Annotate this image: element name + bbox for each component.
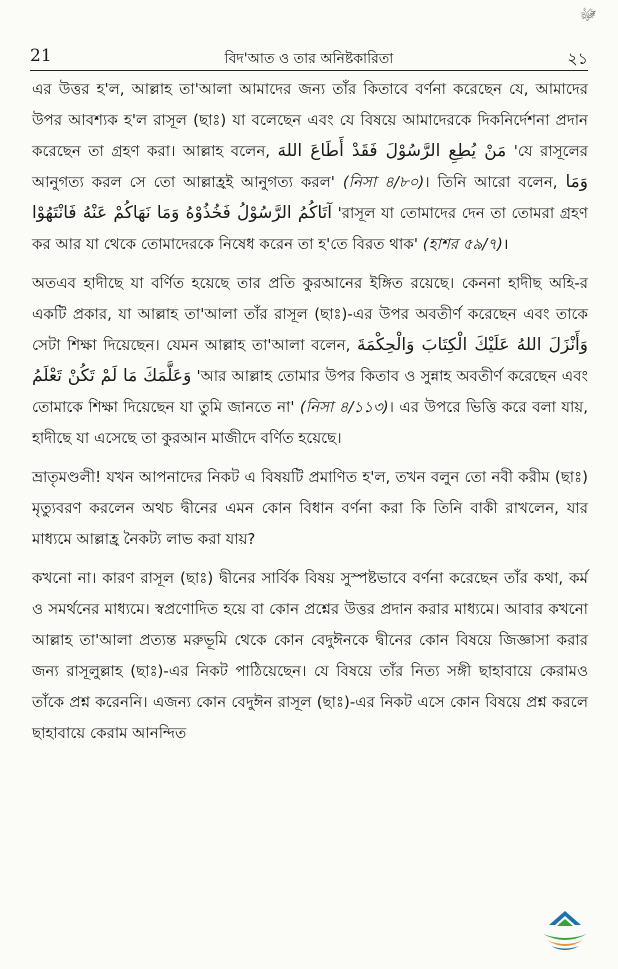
citation-nisa-113: (নিসা ৪/১১৩) (299, 398, 389, 416)
text-segment: । (502, 235, 509, 253)
arabic-quote-take-what-given: وَمَا آتَاكُمُ الرَّسُوْلُ فَخُذُوْهُ وَمَا نَهَاكُمْ عَنْهُ فَانْتَهُوْا (32, 172, 588, 223)
citation-hashr-7: (হাশর ৫৯/৭) (422, 235, 503, 253)
arabic-quote-book-wisdom: وَأَنْزَلَ اللهُ عَلَيْكَ الْكِتَابَ وَالْحِكْمَةَ وَعَلَّمَكَ مَا لَمْ تَكُنْ تَعْلَمُ (32, 335, 588, 386)
text-segment: অতএব হাদীছে যা বর্ণিত হয়েছে তার প্রতি কুরআনের ইঙ্গিত রয়েছে। কেননা হাদীছ অহি-র একটি প্রকার, যা আল্লাহ তা'আলা তাঁর রাসূল (ছাঃ)-এর উপর অবতীর্ণ করেছেন এবং তাকে সেটা শিক্ষা দিয়েছেন। যেমন আল্লাহ তা'আলা বলেন, (32, 274, 588, 354)
citation-nisa-80: (নিসা ৪/৮০) (342, 173, 425, 191)
translation-segment: 'যে রাসূলের আনুগত্য করল সে তো আল্লাহ্রই আনুগত্য করল' (32, 142, 588, 191)
arabic-quote-obedience: مَنْ يُطِعِ الرَّسُوْلَ فَقَدْ أَطَاعَ اللهَ (277, 141, 507, 161)
publisher-logo-icon (537, 908, 593, 954)
paragraph-brothers-question (32, 462, 588, 555)
corner-calligraphy-mark: ﷻ (576, 1, 601, 26)
page-header (30, 44, 588, 71)
paragraph-never (32, 563, 588, 749)
paragraph-hadith-revelation (32, 268, 588, 454)
translation-segment: 'রাসূল যা তোমাদের দেন তা তোমরা গ্রহণ কর আর যা থেকে তোমাদেরকে নিষেধ করেন তা হ'তে বিরত থাক' (32, 204, 588, 253)
page-body (32, 74, 588, 757)
running-title: বিদ'আত ও তার অনিষ্টকারিতা (224, 51, 394, 67)
text-segment: কখনো না। কারণ রাসূল (ছাঃ) দ্বীনের সার্বিক বিষয় সুস্পষ্টভাবে বর্ণনা করেছেন তাঁর কথা, কর্ম ও সমর্থনের মাধ্যমে। স্বপ্রণোদিত হয়ে বা কোন প্রশ্নের উত্তর প্রদান করার মাধ্যমে। আবার কখনো আল্লাহ তা'আলা প্রত্যন্ত মরুভূমি থেকে কোন বেদুঈনকে দ্বীনের কোন বিষয়ে জিজ্ঞাসা করার জন্য রাসূলুল্লাহ (ছাঃ)-এর নিকট পাঠিয়েছেন। যে বিষয়ে তাঁর নিত্য সঙ্গী ছাহাবায়ে কেরামও তাঁকে প্রশ্ন করেননি। এজন্য কোন বেদুঈন রাসূল (ছাঃ)-এর নিকট এসে কোন বিষয়ে প্রশ্ন করলে ছাহাবায়ে কেরাম আনন্দিত (32, 569, 588, 742)
page-number-right: ২১ (567, 49, 588, 68)
text-segment: ভ্রাতৃমণ্ডলী! যখন আপনাদের নিকট এ বিষয়টি প্রমাণিত হ'ল, তখন বলুন তো নবী করীম (ছাঃ) মৃত্যুবরণ করলেন অথচ দ্বীনের এমন কোন বিধান বর্ণনা করা কি তিনি বাকী রাখলেন, যার মাধ্যমে আল্লাহ্র নৈকট্য লাভ করা যায়? (32, 468, 588, 548)
paragraph-answer (32, 74, 588, 260)
translation-segment: 'আর আল্লাহ তোমার উপর কিতাব ও সুন্নাহ অবতীর্ণ করেছেন এবং তোমাকে শিক্ষা দিয়েছেন যা তুমি জানতে না' (32, 367, 588, 416)
text-segment: । তিনি আরো বলেন, (424, 173, 566, 191)
page-number-left: 21 (30, 46, 52, 66)
text-segment: এর উত্তর হ'ল, আল্লাহ তা'আলা আমাদের জন্য তাঁর কিতাবে বর্ণনা করেছেন যে, আমাদের উপর আবশ্যক হ'ল রাসূল (ছাঃ) যা বলেছেন এবং যে বিষয়ে আমাদেরকে দিকনির্দেশনা প্রদান করেছেন তা গ্রহণ করা। আল্লাহ বলেন, (32, 80, 588, 160)
text-segment: । এর উপরে ভিত্তি করে বলা যায়, হাদীছে যা এসেছে তা কুরআন মাজীদে বর্ণিত হয়েছে। (32, 398, 588, 447)
